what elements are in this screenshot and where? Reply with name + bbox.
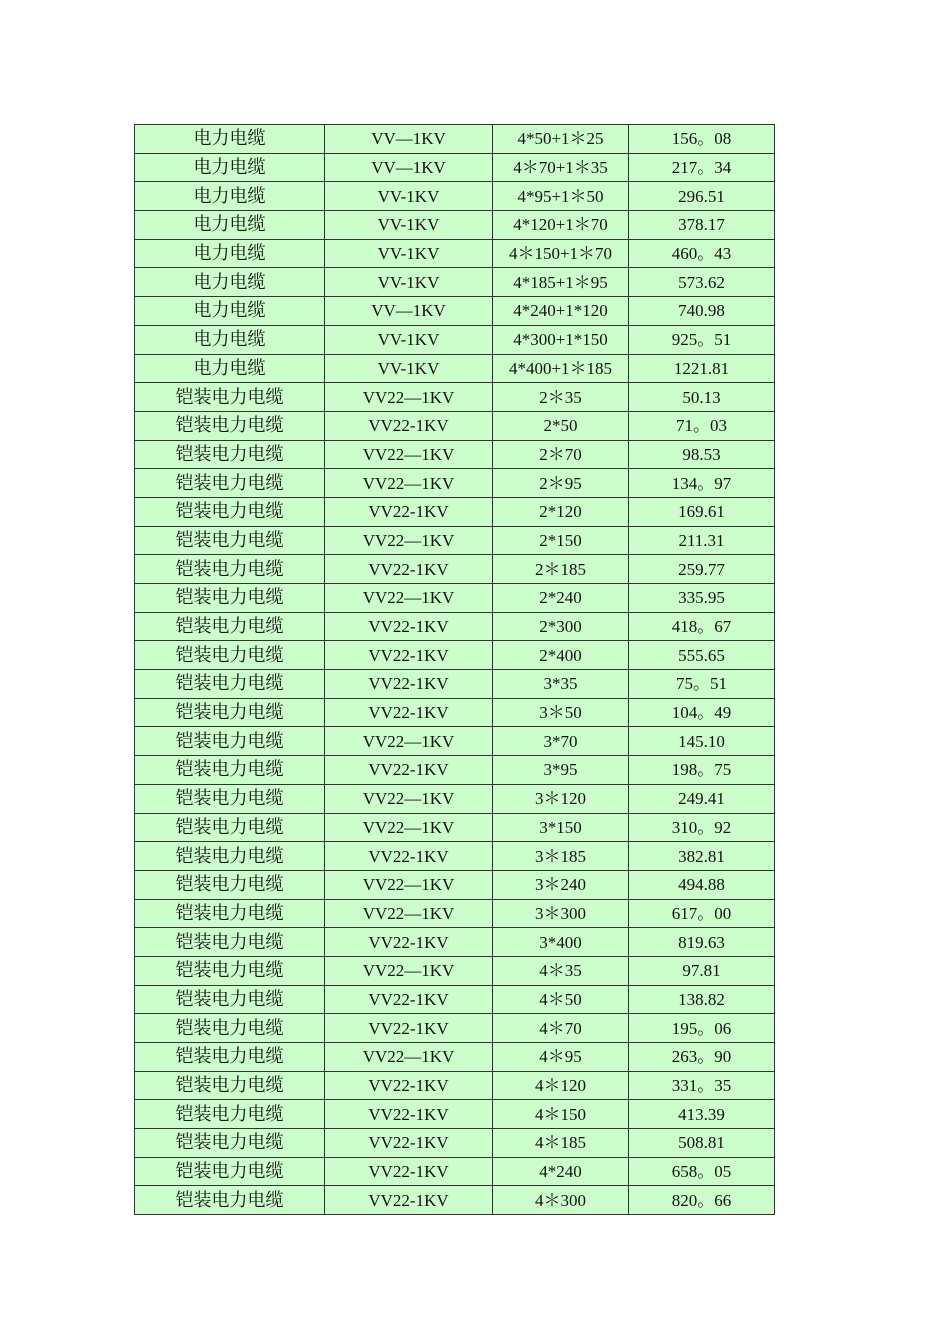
cable-model-cell: VV22-1KV	[325, 612, 493, 641]
cable-spec-cell: 3＊50	[493, 698, 629, 727]
cable-price-cell: 378.17	[629, 211, 775, 240]
cable-spec-cell: 2＊185	[493, 555, 629, 584]
cable-name-cell: 铠装电力电缆	[135, 670, 325, 699]
cable-spec-cell: 2*150	[493, 526, 629, 555]
table-row	[135, 354, 775, 383]
cable-name-cell: 铠装电力电缆	[135, 469, 325, 498]
table-row	[135, 1071, 775, 1100]
table-row	[135, 899, 775, 928]
cable-name-cell: 电力电缆	[135, 239, 325, 268]
cable-price-cell: 296.51	[629, 182, 775, 211]
cable-model-cell: VV22-1KV	[325, 928, 493, 957]
table-row	[135, 325, 775, 354]
table-row	[135, 239, 775, 268]
cable-name-cell: 铠装电力电缆	[135, 928, 325, 957]
cable-model-cell: VV22-1KV	[325, 1157, 493, 1186]
cable-model-cell: VV22—1KV	[325, 469, 493, 498]
cable-name-cell: 电力电缆	[135, 211, 325, 240]
table-body	[135, 125, 775, 1215]
cable-name-cell: 铠装电力电缆	[135, 842, 325, 871]
cable-model-cell: VV—1KV	[325, 125, 493, 154]
table-row	[135, 727, 775, 756]
cable-model-cell: VV22-1KV	[325, 698, 493, 727]
cable-name-cell: 铠装电力电缆	[135, 526, 325, 555]
table-row	[135, 1157, 775, 1186]
cable-model-cell: VV22-1KV	[325, 756, 493, 785]
cable-name-cell: 电力电缆	[135, 354, 325, 383]
cable-model-cell: VV22-1KV	[325, 1071, 493, 1100]
cable-model-cell: VV-1KV	[325, 182, 493, 211]
cable-price-cell: 211.31	[629, 526, 775, 555]
cable-spec-cell: 3*70	[493, 727, 629, 756]
cable-model-cell: VV22-1KV	[325, 1014, 493, 1043]
cable-price-cell: 413.39	[629, 1100, 775, 1129]
table-row	[135, 1014, 775, 1043]
cable-model-cell: VV22-1KV	[325, 1186, 493, 1215]
cable-model-cell: VV22-1KV	[325, 555, 493, 584]
table-row	[135, 612, 775, 641]
cable-name-cell: 铠装电力电缆	[135, 497, 325, 526]
cable-price-cell: 310。92	[629, 813, 775, 842]
cable-spec-cell: 4*185+1＊95	[493, 268, 629, 297]
cable-spec-cell: 2*240	[493, 584, 629, 613]
table-row	[135, 784, 775, 813]
cable-price-cell: 134。97	[629, 469, 775, 498]
cable-name-cell: 铠装电力电缆	[135, 698, 325, 727]
cable-spec-cell: 4*50+1＊25	[493, 125, 629, 154]
cable-price-cell: 259.77	[629, 555, 775, 584]
cable-price-cell: 819.63	[629, 928, 775, 957]
cable-price-cell: 71。03	[629, 411, 775, 440]
cable-price-cell: 658。05	[629, 1157, 775, 1186]
cable-spec-cell: 2＊70	[493, 440, 629, 469]
table-row	[135, 182, 775, 211]
table-row	[135, 211, 775, 240]
cable-price-cell: 169.61	[629, 497, 775, 526]
cable-price-cell: 335.95	[629, 584, 775, 613]
cable-name-cell: 铠装电力电缆	[135, 756, 325, 785]
cable-spec-cell: 3*35	[493, 670, 629, 699]
cable-name-cell: 铠装电力电缆	[135, 956, 325, 985]
table-row	[135, 956, 775, 985]
cable-model-cell: VV22-1KV	[325, 1100, 493, 1129]
cable-model-cell: VV22-1KV	[325, 497, 493, 526]
table-row	[135, 1129, 775, 1158]
table-row	[135, 756, 775, 785]
cable-price-cell: 217。34	[629, 153, 775, 182]
cable-price-cell: 382.81	[629, 842, 775, 871]
cable-model-cell: VV22—1KV	[325, 899, 493, 928]
cable-model-cell: VV-1KV	[325, 211, 493, 240]
table-row	[135, 985, 775, 1014]
cable-name-cell: 铠装电力电缆	[135, 870, 325, 899]
cable-price-cell: 75。51	[629, 670, 775, 699]
cable-spec-cell: 2*120	[493, 497, 629, 526]
cable-spec-cell: 4*95+1＊50	[493, 182, 629, 211]
cable-spec-cell: 3＊300	[493, 899, 629, 928]
cable-spec-cell: 2*50	[493, 411, 629, 440]
cable-name-cell: 电力电缆	[135, 153, 325, 182]
table-row	[135, 928, 775, 957]
cable-price-cell: 97.81	[629, 956, 775, 985]
cable-price-cell: 263。90	[629, 1043, 775, 1072]
cable-spec-cell: 3*400	[493, 928, 629, 957]
cable-name-cell: 铠装电力电缆	[135, 985, 325, 1014]
cable-name-cell: 铠装电力电缆	[135, 612, 325, 641]
table-row	[135, 497, 775, 526]
cable-spec-cell: 3＊240	[493, 870, 629, 899]
table-row	[135, 125, 775, 154]
table-row	[135, 1043, 775, 1072]
cable-spec-cell: 2＊95	[493, 469, 629, 498]
table-row	[135, 411, 775, 440]
cable-model-cell: VV22—1KV	[325, 383, 493, 412]
table-row	[135, 268, 775, 297]
cable-name-cell: 铠装电力电缆	[135, 1043, 325, 1072]
cable-model-cell: VV22—1KV	[325, 584, 493, 613]
cable-name-cell: 电力电缆	[135, 297, 325, 326]
cable-model-cell: VV—1KV	[325, 153, 493, 182]
cable-model-cell: VV22—1KV	[325, 813, 493, 842]
table-row	[135, 469, 775, 498]
table-row	[135, 383, 775, 412]
cable-spec-cell: 4*400+1＊185	[493, 354, 629, 383]
cable-spec-cell: 4＊185	[493, 1129, 629, 1158]
cable-spec-cell: 2＊35	[493, 383, 629, 412]
cable-price-cell: 820。66	[629, 1186, 775, 1215]
cable-model-cell: VV22—1KV	[325, 727, 493, 756]
cable-price-cell: 104。49	[629, 698, 775, 727]
cable-spec-cell: 4*240+1*120	[493, 297, 629, 326]
cable-price-cell: 418。67	[629, 612, 775, 641]
cable-price-cell: 740.98	[629, 297, 775, 326]
cable-price-cell: 508.81	[629, 1129, 775, 1158]
table-row	[135, 1100, 775, 1129]
table-row	[135, 1186, 775, 1215]
cable-spec-cell: 4*300+1*150	[493, 325, 629, 354]
cable-model-cell: VV22—1KV	[325, 956, 493, 985]
cable-name-cell: 铠装电力电缆	[135, 1186, 325, 1215]
cable-model-cell: VV-1KV	[325, 354, 493, 383]
cable-name-cell: 电力电缆	[135, 325, 325, 354]
cable-name-cell: 铠装电力电缆	[135, 1014, 325, 1043]
cable-price-cell: 331。35	[629, 1071, 775, 1100]
cable-name-cell: 铠装电力电缆	[135, 784, 325, 813]
cable-spec-cell: 4＊35	[493, 956, 629, 985]
table-row	[135, 870, 775, 899]
cable-price-cell: 249.41	[629, 784, 775, 813]
cable-model-cell: VV-1KV	[325, 239, 493, 268]
table-row	[135, 297, 775, 326]
cable-price-cell: 145.10	[629, 727, 775, 756]
cable-model-cell: VV22—1KV	[325, 1043, 493, 1072]
cable-spec-cell: 4＊150+1＊70	[493, 239, 629, 268]
cable-name-cell: 电力电缆	[135, 125, 325, 154]
table-row	[135, 440, 775, 469]
cable-name-cell: 铠装电力电缆	[135, 727, 325, 756]
cable-model-cell: VV22—1KV	[325, 784, 493, 813]
cable-spec-cell: 3*150	[493, 813, 629, 842]
cable-name-cell: 电力电缆	[135, 182, 325, 211]
cable-price-cell: 494.88	[629, 870, 775, 899]
table-row	[135, 842, 775, 871]
table-row	[135, 641, 775, 670]
table-row	[135, 813, 775, 842]
cable-spec-cell: 2*400	[493, 641, 629, 670]
table-row	[135, 584, 775, 613]
cable-name-cell: 铠装电力电缆	[135, 1100, 325, 1129]
cable-model-cell: VV22-1KV	[325, 641, 493, 670]
table-row	[135, 670, 775, 699]
cable-name-cell: 铠装电力电缆	[135, 1157, 325, 1186]
cable-price-cell: 195。06	[629, 1014, 775, 1043]
cable-name-cell: 铠装电力电缆	[135, 813, 325, 842]
cable-model-cell: VV—1KV	[325, 297, 493, 326]
cable-price-cell: 156。08	[629, 125, 775, 154]
cable-spec-cell: 4＊50	[493, 985, 629, 1014]
cable-spec-cell: 4*240	[493, 1157, 629, 1186]
cable-spec-cell: 3*95	[493, 756, 629, 785]
cable-price-cell: 617。00	[629, 899, 775, 928]
cable-price-cell: 1221.81	[629, 354, 775, 383]
cable-price-cell: 50.13	[629, 383, 775, 412]
cable-price-cell: 138.82	[629, 985, 775, 1014]
cable-spec-cell: 3＊185	[493, 842, 629, 871]
cable-name-cell: 铠装电力电缆	[135, 383, 325, 412]
cable-model-cell: VV22-1KV	[325, 842, 493, 871]
cable-model-cell: VV22—1KV	[325, 526, 493, 555]
cable-model-cell: VV22-1KV	[325, 1129, 493, 1158]
cable-spec-cell: 4＊70+1＊35	[493, 153, 629, 182]
cable-spec-cell: 2*300	[493, 612, 629, 641]
cable-name-cell: 铠装电力电缆	[135, 411, 325, 440]
cable-name-cell: 铠装电力电缆	[135, 440, 325, 469]
cable-price-table	[134, 124, 775, 1215]
cable-price-cell: 198。75	[629, 756, 775, 785]
cable-name-cell: 铠装电力电缆	[135, 1129, 325, 1158]
cable-price-cell: 925。51	[629, 325, 775, 354]
cable-name-cell: 铠装电力电缆	[135, 1071, 325, 1100]
cable-model-cell: VV22—1KV	[325, 440, 493, 469]
cable-model-cell: VV-1KV	[325, 325, 493, 354]
table-row	[135, 698, 775, 727]
cable-name-cell: 铠装电力电缆	[135, 555, 325, 584]
cable-spec-cell: 4*120+1＊70	[493, 211, 629, 240]
cable-spec-cell: 3＊120	[493, 784, 629, 813]
cable-spec-cell: 4＊95	[493, 1043, 629, 1072]
cable-name-cell: 电力电缆	[135, 268, 325, 297]
cable-price-cell: 460。43	[629, 239, 775, 268]
cable-price-cell: 98.53	[629, 440, 775, 469]
cable-spec-cell: 4＊150	[493, 1100, 629, 1129]
cable-model-cell: VV22—1KV	[325, 870, 493, 899]
cable-price-cell: 555.65	[629, 641, 775, 670]
table-row	[135, 526, 775, 555]
cable-model-cell: VV22-1KV	[325, 670, 493, 699]
cable-spec-cell: 4＊300	[493, 1186, 629, 1215]
cable-name-cell: 铠装电力电缆	[135, 584, 325, 613]
cable-model-cell: VV22-1KV	[325, 985, 493, 1014]
table-row	[135, 153, 775, 182]
cable-price-cell: 573.62	[629, 268, 775, 297]
cable-model-cell: VV22-1KV	[325, 411, 493, 440]
cable-model-cell: VV-1KV	[325, 268, 493, 297]
cable-spec-cell: 4＊120	[493, 1071, 629, 1100]
table-row	[135, 555, 775, 584]
cable-name-cell: 铠装电力电缆	[135, 641, 325, 670]
cable-name-cell: 铠装电力电缆	[135, 899, 325, 928]
cable-spec-cell: 4＊70	[493, 1014, 629, 1043]
